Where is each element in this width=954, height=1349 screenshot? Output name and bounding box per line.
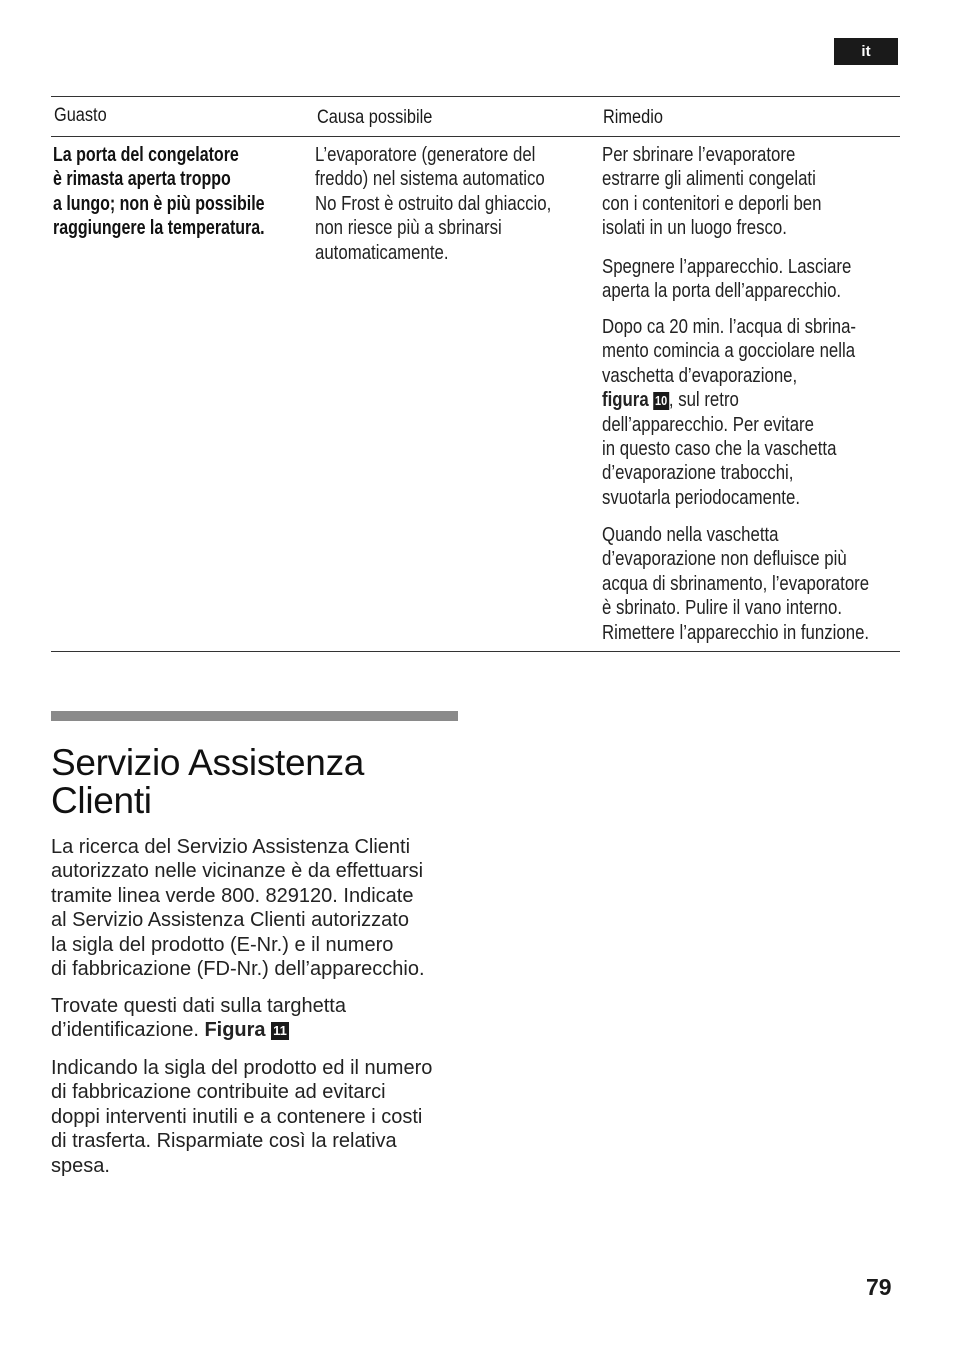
- cause-description: [315, 143, 551, 265]
- service-paragraph-3: [51, 1056, 491, 1178]
- fault-line: è rimasta aperta troppo: [53, 168, 231, 191]
- section-title-line: Servizio Assistenza: [51, 742, 365, 783]
- fault-line: La porta del congelatore: [53, 144, 239, 166]
- remedy-line: in questo caso che la vaschetta: [602, 438, 837, 461]
- figure-suffix: , sul retro: [668, 389, 739, 412]
- figure-number-badge: 11: [273, 1023, 287, 1039]
- remedy-line: svuotarla periodocamente.: [602, 486, 800, 509]
- figure-number-badge: 10: [655, 393, 668, 409]
- remedy-line: Rimettere l’apparecchio in funzione.: [602, 621, 870, 644]
- paragraph-line: al Servizio Assistenza Clienti autorizzato: [51, 909, 409, 932]
- cause-line: L’evaporatore (generatore del: [315, 144, 536, 166]
- paragraph-line: di fabbricazione contribuite ad evitarci: [51, 1081, 386, 1104]
- cause-line: automaticamente.: [315, 241, 449, 264]
- remedy-figure-line: [602, 388, 856, 412]
- remedy-line: Per sbrinare l’evaporatore: [602, 144, 796, 166]
- remedy-line: Dopo ca 20 min. l’acqua di sbrina-: [602, 316, 857, 338]
- remedy-step-4: [602, 523, 869, 645]
- remedy-step-3: [602, 315, 856, 510]
- paragraph-line: doppi interventi inutili e a contenere i costi: [51, 1105, 423, 1128]
- paragraph-line: la sigla del prodotto (E-Nr.) e il numero: [51, 933, 394, 956]
- service-paragraph-2: [51, 994, 491, 1043]
- table-header-remedy: Rimedio: [603, 107, 663, 128]
- remedy-line: vaschetta d’evaporazione,: [602, 364, 798, 387]
- section-title: [51, 744, 471, 820]
- paragraph-line: autorizzato nelle vicinanze è da effettuarsi: [51, 860, 424, 883]
- paragraph-line: tramite linea verde 800. 829120. Indicate: [51, 884, 414, 907]
- table-header-fault: Guasto: [54, 105, 107, 126]
- remedy-line: acqua di sbrinamento, l’evaporatore: [602, 572, 870, 595]
- paragraph-line: [51, 1018, 491, 1042]
- remedy-line: mento comincia a gocciolare nella: [602, 340, 856, 363]
- remedy-line: isolati in un luogo fresco.: [602, 217, 787, 240]
- figure-reference: Figura: [204, 1019, 266, 1042]
- page-number: 79: [866, 1274, 892, 1300]
- fault-line: a lungo; non è più possibile: [53, 192, 265, 215]
- language-badge: it: [834, 38, 898, 65]
- table-header-rule: [51, 136, 900, 137]
- remedy-line: Spegnere l’apparecchio. Lasciare: [602, 256, 852, 278]
- paragraph-line: di trasferta. Risparmiate così la relativa: [51, 1130, 397, 1153]
- cause-line: freddo) nel sistema automatico: [315, 168, 545, 191]
- paragraph-text: d’identificazione.: [51, 1019, 199, 1042]
- cause-line: non riesce più a sbrinarsi: [315, 217, 502, 240]
- remedy-line: d’evaporazione trabocchi,: [602, 462, 794, 485]
- paragraph-line: di fabbricazione (FD-Nr.) dell’apparecchio.: [51, 958, 425, 981]
- remedy-step-1: [602, 143, 821, 241]
- remedy-line: estrarre gli alimenti congelati: [602, 168, 816, 191]
- paragraph-line: La ricerca del Servizio Assistenza Clienti: [51, 836, 411, 858]
- cause-line: No Frost è ostruito dal ghiaccio,: [315, 192, 552, 215]
- figure-reference: figura: [602, 389, 649, 412]
- remedy-line: d’evaporazione non defluisce più: [602, 548, 847, 571]
- section-title-line: Clienti: [51, 780, 152, 821]
- remedy-line: dell’apparecchio. Per evitare: [602, 413, 814, 436]
- fault-description: [53, 143, 265, 241]
- remedy-line: con i contenitori e deporli ben: [602, 192, 822, 215]
- remedy-line: è sbrinato. Pulire il vano interno.: [602, 597, 843, 620]
- table-header-cause: Causa possibile: [317, 107, 433, 128]
- service-paragraph-1: [51, 835, 491, 981]
- paragraph-line: Indicando la sigla del prodotto ed il numero: [51, 1057, 433, 1079]
- table-top-rule: [51, 96, 900, 97]
- remedy-line: aperta la porta dell’apparecchio.: [602, 280, 842, 303]
- table-bottom-rule: [51, 651, 900, 652]
- remedy-step-2: [602, 255, 851, 304]
- fault-line: raggiungere la temperatura.: [53, 217, 265, 240]
- paragraph-line: spesa.: [51, 1154, 110, 1177]
- section-divider-bar: [51, 711, 458, 721]
- paragraph-line: Trovate questi dati sulla targhetta: [51, 995, 346, 1017]
- remedy-line: Quando nella vaschetta: [602, 524, 779, 546]
